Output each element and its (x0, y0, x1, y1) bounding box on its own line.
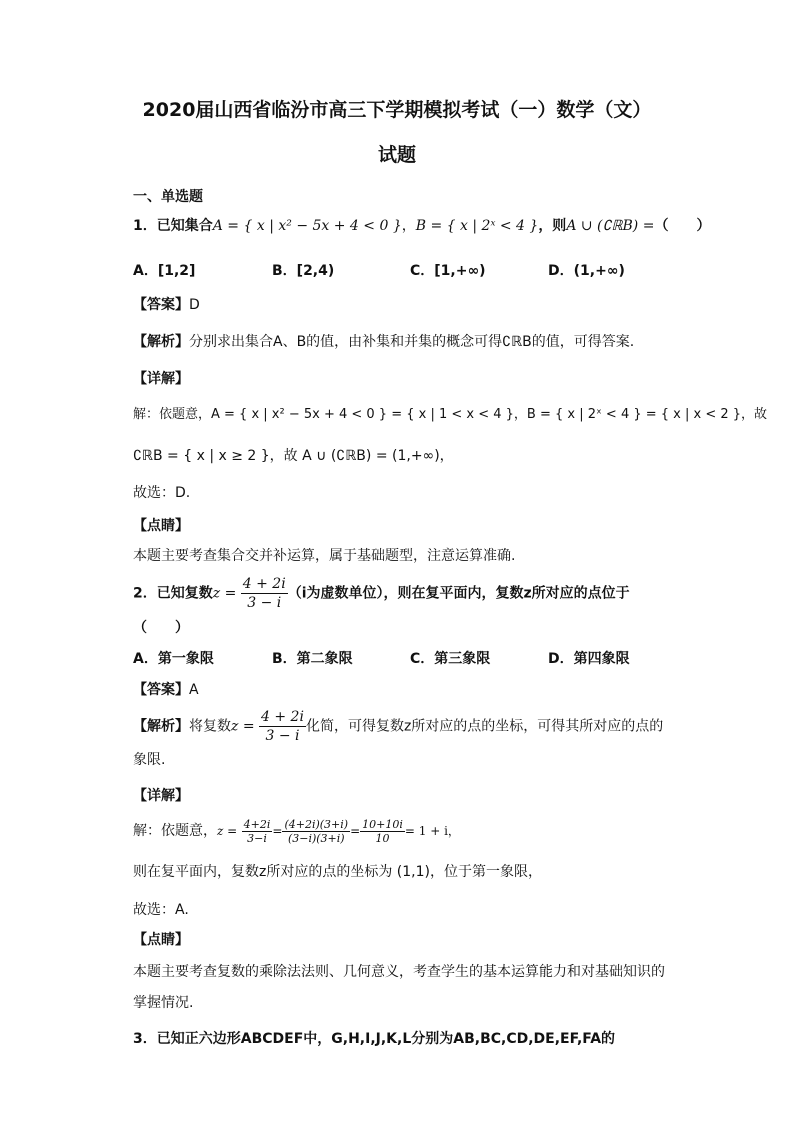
section-heading: 一、单选题 (133, 189, 203, 205)
q2-option-b: B．第二象限 (272, 651, 353, 667)
q2-paren: （ ） (133, 620, 189, 636)
q2-detail-line2: 则在复平面内，复数z所对应的点的坐标为 (1,1)，位于第一象限， (133, 864, 542, 880)
q2-analysis-pre: 将复数 (189, 718, 231, 735)
q1-detail-tag: 【详解】 (133, 371, 189, 387)
q2-detail-eq1: = (272, 824, 283, 838)
q1-paren: （ ） (654, 218, 711, 234)
q1-comment: 本题主要考查集合交并补运算，属于基础题型，注意运算准确. (133, 548, 516, 564)
q2-analysis-post: 化简，可得复数z所对应的点的坐标，可得其所对应的点的 (305, 718, 664, 735)
q2-analysis-fraction-num: 4 + 2i (261, 709, 304, 725)
q2-z: z = (212, 585, 237, 602)
q2-detail-frac1 (242, 818, 273, 845)
q2-answer-tag: 【答案】 (133, 682, 189, 698)
q1-analysis-text: 分别求出集合A、B的值，由补集和并集的概念可得∁ℝB的值，可得答案. (189, 334, 635, 350)
q2-detail-frac1-num: 4+2i (243, 817, 271, 831)
q1-option-c: C．[1,+∞) (410, 263, 486, 279)
q2-stem-pre: 2．已知复数 (133, 585, 213, 602)
q2-analysis-z: z = (231, 718, 255, 735)
q2-option-c: C．第三象限 (410, 651, 491, 667)
q1-stem-mid: ，则 (538, 218, 567, 234)
q1-detail-line1: 解：依题意，A = { x | x² − 5x + 4 < 0 } = { x | 1 < x < 4 }，B = { x | 2ˣ < 4 } = { x | x < 2 }，故 (133, 407, 768, 422)
q2-analysis (133, 708, 693, 745)
q1-analysis (133, 331, 693, 353)
q1-answer-value: D (189, 297, 200, 313)
q2-fraction (241, 575, 288, 612)
q2-detail-line1 (133, 815, 693, 847)
q1-stem-pre: 1．已知集合 (133, 218, 213, 234)
q1-conclusion: 故选：D. (133, 485, 191, 501)
q2-detail-z: z = (217, 824, 238, 838)
q1-comment-tag: 【点睛】 (133, 518, 189, 534)
q2-analysis-fraction-den: 3 − i (265, 728, 300, 744)
q2-answer-value: A (189, 682, 199, 698)
q1-analysis-tag: 【解析】 (133, 334, 189, 350)
q1-answer-tag: 【答案】 (133, 297, 189, 313)
q2-detail-frac1-den: 3−i (247, 831, 267, 845)
q2-fraction-num: 4 + 2i (242, 576, 286, 592)
q1-detail-line2: ∁ℝB = { x | x ≥ 2 }，故 A ∪ (∁ℝB) = (1,+∞)， (133, 448, 454, 464)
q2-option-d: D．第四象限 (548, 651, 630, 667)
q3-stem: 3．已知正六边形ABCDEF中，G,H,I,J,K,L分别为AB,BC,CD,DE,EF,FA的 (133, 1031, 616, 1047)
q1-answer (133, 294, 693, 316)
q2-detail-pre: 解：依题意， (133, 823, 217, 839)
q2-detail-frac2-num: (4+2i)(3+i) (284, 817, 349, 831)
q2-comment-line2: 掌握情况. (133, 995, 194, 1011)
q2-comment-tag: 【点睛】 (133, 932, 189, 948)
q2-detail-frac3-num: 10+10i (362, 817, 403, 831)
q1-stem (133, 215, 711, 237)
q2-analysis-line2: 象限. (133, 752, 166, 768)
q2-detail-tail: = 1 + i， (404, 824, 460, 838)
q2-detail-tag: 【详解】 (133, 788, 189, 804)
q1-option-b: B．[2,4) (272, 263, 335, 279)
q2-stem-post: （i为虚数单位），则在复平面内，复数z所对应的点位于 (287, 585, 630, 602)
q2-stem (133, 575, 693, 612)
q2-detail-eq2: = (350, 824, 361, 838)
doc-title-line2: 试题 (377, 144, 416, 166)
q1-option-d: D．(1,+∞) (548, 263, 625, 279)
q2-fraction-den: 3 − i (247, 595, 282, 611)
q2-answer (133, 679, 693, 701)
q1-set-b: B = { x | 2ˣ < 4 } (415, 218, 539, 234)
q2-analysis-tag: 【解析】 (133, 718, 189, 735)
q2-conclusion: 故选：A. (133, 902, 189, 918)
q2-comment-line1: 本题主要考查复数的乘除法法则、几何意义，考查学生的基本运算能力和对基础知识的 (133, 964, 665, 980)
q2-detail-frac2-den: (3−i)(3+i) (287, 831, 345, 845)
q2-option-a: A．第一象限 (133, 651, 214, 667)
q2-detail-frac3 (360, 818, 405, 845)
q1-option-a: A．[1,2] (133, 263, 196, 279)
q1-expr: A ∪ (∁ℝB) = (566, 218, 655, 234)
q2-detail-frac2 (282, 818, 350, 845)
q1-set-a: A = { x | x² − 5x + 4 < 0 } (212, 218, 402, 234)
q1-comma: ， (401, 218, 416, 234)
q2-analysis-fraction (259, 708, 306, 745)
doc-title-line1: 2020届山西省临汾市高三下学期模拟考试（一）数学（文） (142, 99, 652, 121)
q2-detail-frac3-den: 10 (375, 831, 390, 845)
